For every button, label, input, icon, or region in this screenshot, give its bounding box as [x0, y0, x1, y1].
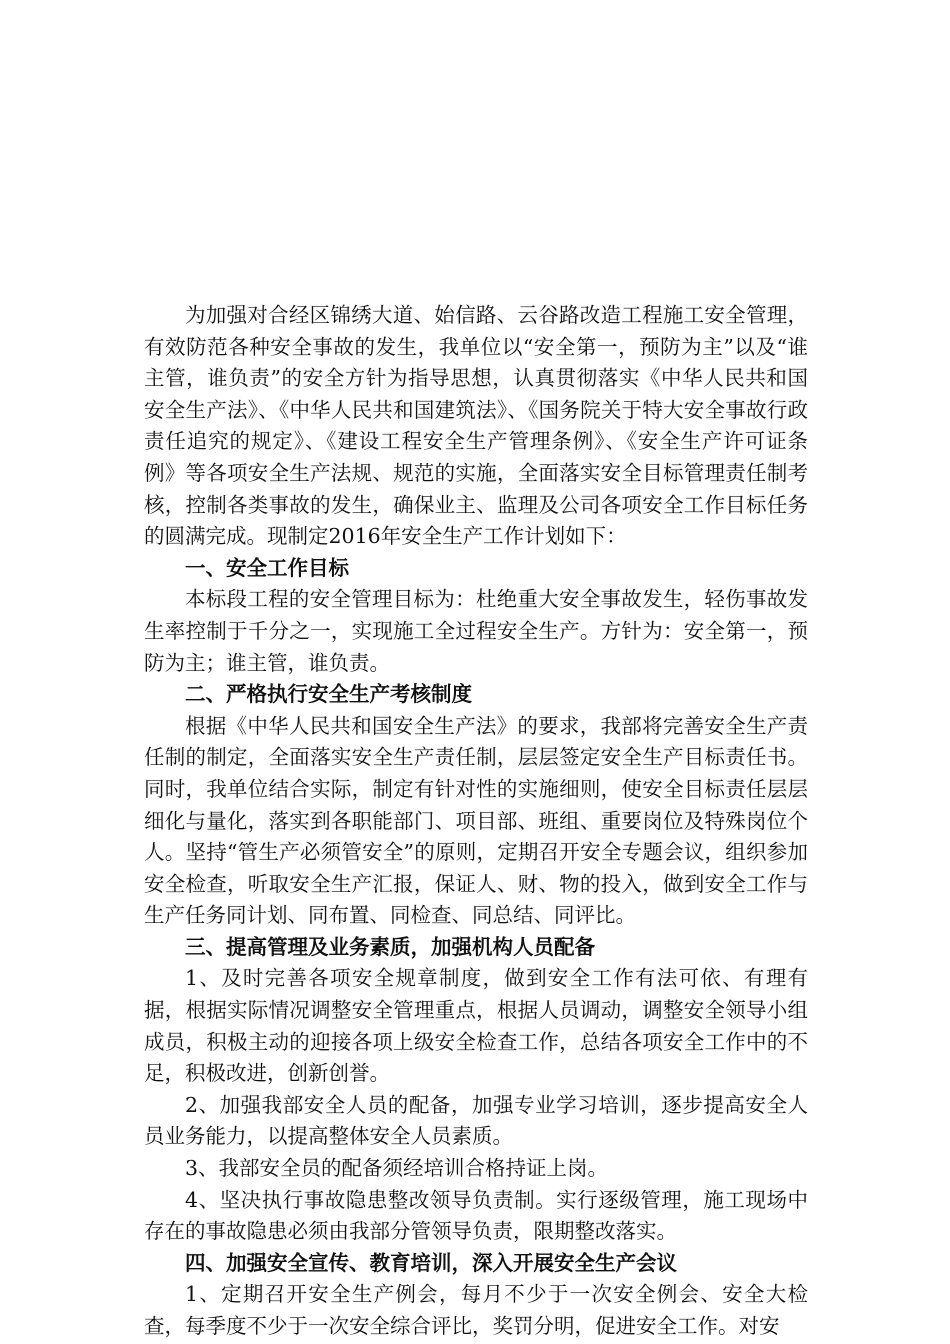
- section-heading-management-quality: 三、提高管理及业务素质，加强机构人员配备: [185, 934, 595, 959]
- section-heading-safety-education: 四、加强安全宣传、教育培训，深入开展安全生产会议: [185, 1250, 677, 1275]
- section-heading-safety-goals: 一、安全工作目标: [185, 555, 349, 580]
- section-heading-assessment-system: 二、严格执行安全生产考核制度: [185, 682, 472, 707]
- paragraph-safety-goals: 本标段工程的安全管理目标为：杜绝重大安全事故发生，轻伤事故发生率控制于千分之一，实现施工全过程安全生产。方针为：安全第一，预防为主；谁主管，谁负责。: [144, 587, 808, 675]
- paragraph-management-3: 3、我部安全员的配备须经培训合格持证上岗。: [185, 1156, 609, 1181]
- paragraph-management-4: 4、坚决执行事故隐患整改领导负责制。实行逐级管理，施工现场中存在的事故隐患必须由我部分管领导负责，限期整改落实。: [144, 1187, 808, 1244]
- paragraph-management-1: 1、及时完善各项安全规章制度，做到安全工作有法可依、有理有据，根据实际情况调整安全管理重点，根据人员调动，调整安全领导小组成员，积极主动的迎接各项上级安全检查工作，总结各项安全工作中的不足，积极改进，创新创誉。: [144, 966, 808, 1086]
- intro-paragraph: 为加强对合经区锦绣大道、始信路、云谷路改造工程施工安全管理，有效防范各种安全事故的发生，我单位以“安全第一，预防为主”以及“谁主管，谁负责”的安全方针为指导思想，认真贯彻落实《中华人民共和国安全生产法》、《中华人民共和国建筑法》、《国务院关于特大安全事故行政责任追究的规定》、《建设工程安全生产管理条例》、《安全生产许可证条例》等各项安全生产法规、规范的实施，全面落实安全目标管理责任制考核，控制各类事故的发生，确保业主、监理及公司各项安全工作目标任务的圆满完成。现制定2016年安全生产工作计划如下：: [144, 303, 808, 549]
- paragraph-education-1: 1、定期召开安全生产例会，每月不少于一次安全例会、安全大检查，每季度不少于一次安全综合评比，奖罚分明，促进安全工作。对安: [144, 1282, 808, 1338]
- document-body: [144, 300, 808, 1343]
- paragraph-management-2: 2、加强我部安全人员的配备，加强专业学习培训，逐步提高安全人员业务能力，以提高整体安全人员素质。: [144, 1092, 808, 1149]
- paragraph-assessment-system: 根据《中华人民共和国安全生产法》的要求，我部将完善安全生产责任制的制定，全面落实安全生产责任制，层层签定安全生产目标责任书。同时，我单位结合实际，制定有针对性的实施细则，使安全目标责任层层细化与量化，落实到各职能部门、项目部、班组、重要岗位及特殊岗位个人。坚持“管生产必须管安全”的原则，定期召开安全专题会议，组织参加安全检查，听取安全生产汇报，保证人、财、物的投入，做到安全工作与生产任务同计划、同布置、同检查、同总结、同评比。: [144, 713, 808, 928]
